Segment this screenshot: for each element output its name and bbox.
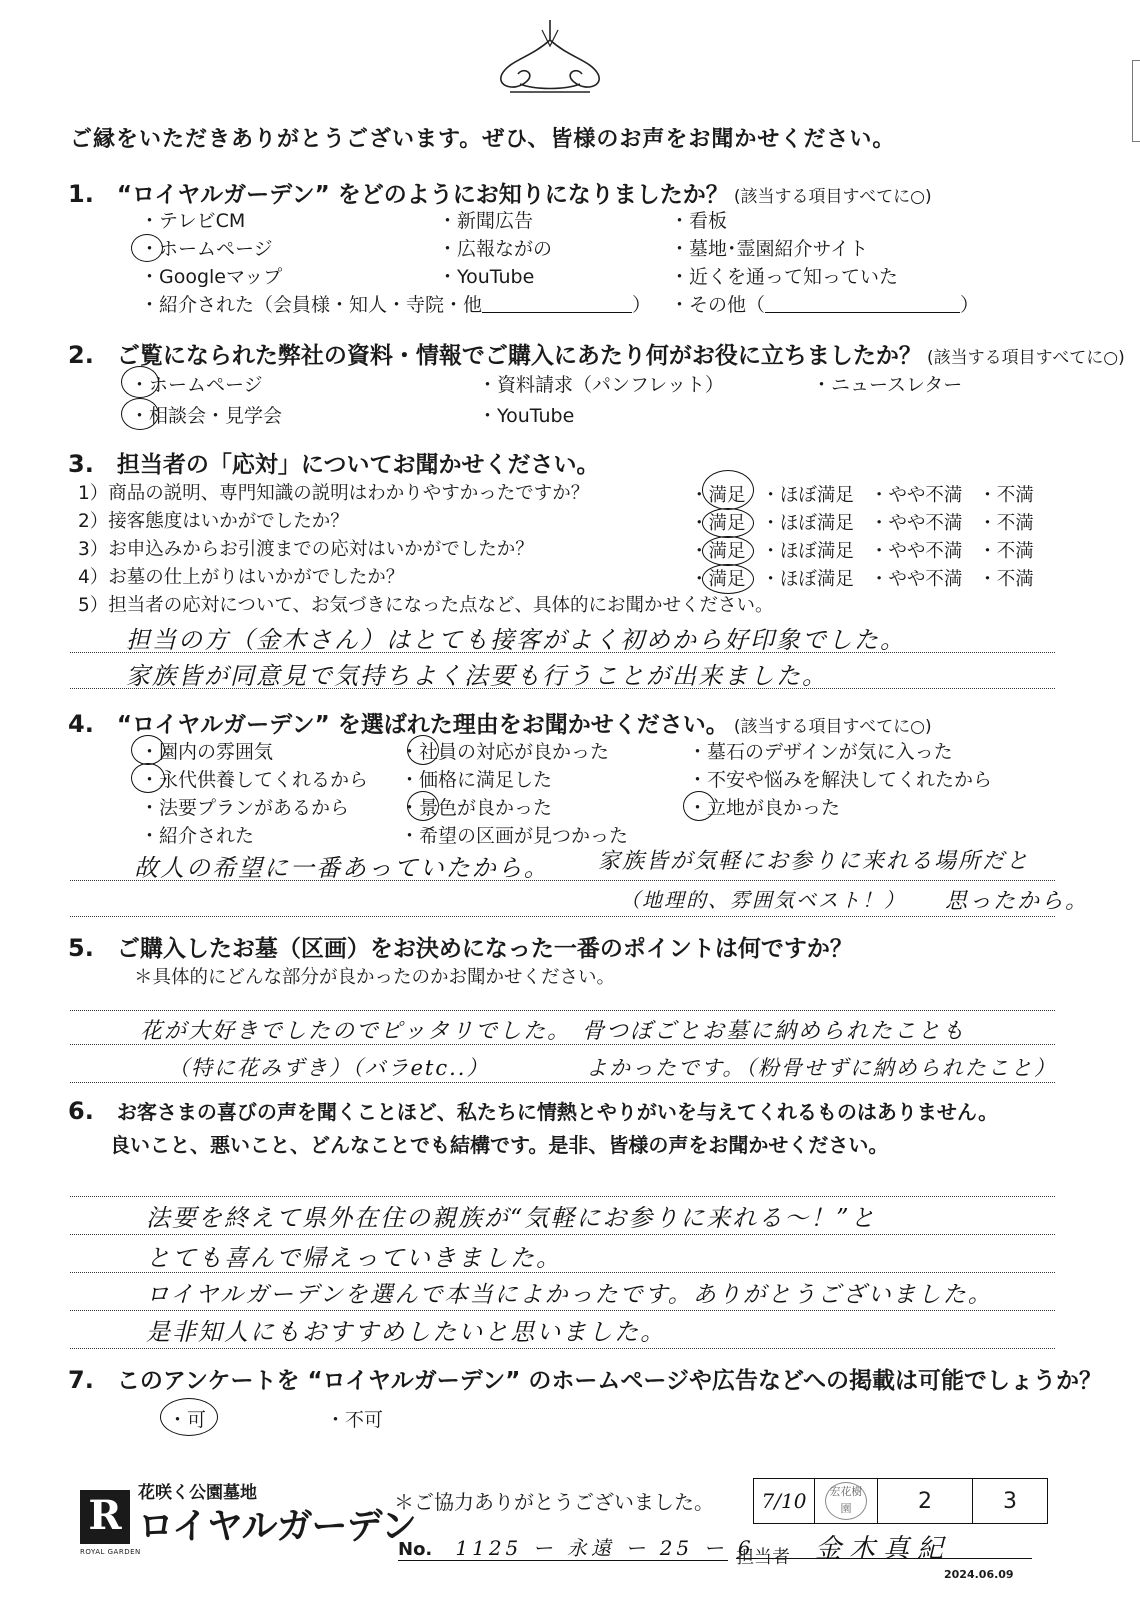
selection-circle xyxy=(407,791,439,821)
rating-dissatisfied[interactable]: ・不満 xyxy=(978,569,1034,590)
q4-answer-line-4: 思ったから。 xyxy=(945,889,1090,914)
selection-circle xyxy=(121,398,159,430)
q2-option-youtube[interactable]: ・YouTube xyxy=(478,405,575,427)
rating-somewhat[interactable]: ・やや不満 xyxy=(869,569,963,590)
q3-item-1: 1）商品の説明、専門知識の説明はわかりやすかったですか？ xyxy=(78,483,590,504)
rating-dissatisfied[interactable]: ・不満 xyxy=(978,485,1034,506)
q7-option-no[interactable]: ・不可 xyxy=(326,1409,384,1431)
selection-circle xyxy=(131,735,165,765)
q5-heading: 5. ご購入したお墓（区画）をお決めになった一番のポイントは何ですか？ xyxy=(68,934,853,962)
q1-option-homepage[interactable]: ・ホームページ xyxy=(140,238,273,260)
selection-circle xyxy=(131,234,163,262)
q3-item-3: 3）お申込みからお引渡までの応対はいかがでしたか？ xyxy=(78,539,534,560)
selection-circle xyxy=(131,763,165,793)
q1-option-tv[interactable]: ・テレビCM xyxy=(140,210,246,232)
q1-option-other[interactable]: ・その他（ ） xyxy=(670,294,980,316)
selection-circle xyxy=(702,470,754,510)
q3-answer-line-1: 担当の方（金木さん）はとても接客がよく初めから好印象でした。 xyxy=(126,626,906,654)
brand-name: ロイヤルガーデン xyxy=(138,1506,416,1547)
answer-line xyxy=(70,1010,1055,1011)
q7-option-yes[interactable]: ・可 xyxy=(168,1409,207,1431)
rating-mostly[interactable]: ・ほぼ満足 xyxy=(761,541,854,562)
brand-tagline: 花咲く公園墓地 xyxy=(138,1483,257,1503)
q1-option-newspaper[interactable]: ・新聞広告 xyxy=(438,210,534,232)
q3-heading: 3. 担当者の「応対」についてお聞かせください。 xyxy=(68,450,600,478)
q1-option-referral[interactable]: ・紹介された（会員様・知人・寺院・他 ） xyxy=(140,294,652,316)
selection-circle xyxy=(702,564,754,594)
selection-circle xyxy=(160,1398,218,1436)
rating-mostly[interactable]: ・ほぼ満足 xyxy=(761,485,854,506)
selection-circle xyxy=(702,508,754,538)
q7-heading: 7. このアンケートを “ロイヤルガーデン” のホームページや広告などへの掲載は可能でしょうか？ xyxy=(68,1366,1103,1394)
q2-option-homepage[interactable]: ・ホームページ xyxy=(130,374,263,396)
q1-option-nearby[interactable]: ・近くを通って知っていた xyxy=(670,266,899,288)
q2-option-pamphlet[interactable]: ・資料請求（パンフレット） xyxy=(478,374,725,396)
staff-field: 担当者 金木真紀 xyxy=(736,1528,1032,1559)
rating-satisfied[interactable]: ・満足 xyxy=(690,569,746,590)
rating-satisfied[interactable]: ・満足 xyxy=(690,485,746,506)
q5-answer-line-4: よかったです。（粉骨せずに納められたこと） xyxy=(586,1056,1057,1080)
edge-mark xyxy=(1132,60,1140,142)
rating-mostly[interactable]: ・ほぼ満足 xyxy=(761,569,854,590)
q2-option-newsletter[interactable]: ・ニュースレター xyxy=(812,374,963,396)
ornament-icon xyxy=(480,18,620,98)
answer-line xyxy=(70,1196,1055,1197)
rating-somewhat[interactable]: ・やや不満 xyxy=(869,513,963,534)
rating-dissatisfied[interactable]: ・不満 xyxy=(978,513,1034,534)
q1-option-site[interactable]: ・墓地･霊園紹介サイト xyxy=(670,238,869,260)
q3-item-5: 5）担当者の応対について、お気づきになった点など、具体的にお聞かせください。 xyxy=(78,595,774,616)
count-cell-2: 2 xyxy=(878,1479,973,1524)
number-field: No. 1125 ー 永遠 ー 25 ー 6 xyxy=(398,1532,728,1561)
answer-line xyxy=(70,1348,1055,1349)
q4-option-price[interactable]: ・価格に満足した xyxy=(400,769,553,791)
q5-answer-line-2: 骨つぼごとお墓に納められたことも xyxy=(582,1019,967,1044)
rating-somewhat[interactable]: ・やや不満 xyxy=(869,541,963,562)
seal-stamp: 宏花樹園 xyxy=(825,1482,867,1520)
q5-answer-line-3: （特に花みずき）（バラetc..） xyxy=(168,1056,490,1080)
thanks-text: ＊ご協力ありがとうございました。 xyxy=(394,1490,714,1514)
royal-garden-logo-mark: R xyxy=(80,1490,130,1544)
q1-option-googlemap[interactable]: ・Googleマップ xyxy=(140,266,283,288)
rating-satisfied[interactable]: ・満足 xyxy=(690,513,746,534)
answer-line xyxy=(70,1234,1055,1235)
date-cell: 7/10 xyxy=(754,1479,815,1524)
q4-option-atmosphere[interactable]: ・園内の雰囲気 xyxy=(140,741,274,763)
q4-answer-line-1: 故人の希望に一番あっていたから。 xyxy=(134,854,550,882)
q5-sub: ＊具体的にどんな部分が良かったのかお聞かせください。 xyxy=(134,967,616,988)
q6-answer-line-3: ロイヤルガーデンを選んで本当によかったです。ありがとうございました。 xyxy=(146,1282,993,1308)
q4-option-staff[interactable]: ・社員の対応が良かった xyxy=(400,741,610,763)
q4-option-location[interactable]: ・立地が良かった xyxy=(688,797,841,819)
q6-subheading: 良いこと、悪いこと、どんなことでも結構です。是非、皆様の声をお聞かせください。 xyxy=(110,1133,889,1157)
q2-heading: 2. ご覧になられた弊社の資料・情報でご購入にあたり何がお役に立ちましたか？ (該当する項目すべてに○) xyxy=(68,341,1125,369)
answer-line xyxy=(70,1310,1055,1311)
q4-option-scenery[interactable]: ・景色が良かった xyxy=(400,797,553,819)
q1-option-signboard[interactable]: ・看板 xyxy=(670,210,728,232)
selection-circle xyxy=(407,735,439,765)
selection-circle xyxy=(121,366,159,398)
q3-item-4: 4）お墓の仕上がりはいかがでしたか？ xyxy=(78,567,405,588)
q4-answer-line-3: （地理的、雰囲気ベスト！） xyxy=(620,888,906,912)
answer-line xyxy=(70,916,1055,917)
q1-option-kouhou[interactable]: ・広報ながの xyxy=(438,238,553,260)
q2-option-consult[interactable]: ・相談会・見学会 xyxy=(130,405,283,427)
intro-text: ご縁をいただきありがとうございます。ぜひ、皆様のお声をお聞かせください。 xyxy=(70,127,896,152)
answer-line xyxy=(70,1082,1055,1083)
count-cell-3: 3 xyxy=(973,1479,1048,1524)
q6-answer-line-2: とても喜んで帰えっていきました。 xyxy=(146,1244,562,1272)
q4-option-memorial[interactable]: ・法要プランがあるから xyxy=(140,797,350,819)
stamp-table xyxy=(753,1478,1048,1524)
q4-option-referral[interactable]: ・紹介された xyxy=(140,825,255,847)
q6-heading: 6. お客さまの喜びの声を聞くことほど、私たちに情熱とやりがいを与えてくれるものはありません。 xyxy=(68,1097,999,1125)
seal-cell xyxy=(815,1479,878,1524)
q4-option-worries[interactable]: ・不安や悩みを解決してくれたから xyxy=(688,769,993,791)
q4-heading: 4. “ロイヤルガーデン” を選ばれた理由をお聞かせください。 (該当する項目すべてに○) xyxy=(68,710,932,738)
rating-somewhat[interactable]: ・やや不満 xyxy=(869,485,963,506)
q4-option-plot[interactable]: ・希望の区画が見つかった xyxy=(400,825,629,847)
selection-circle xyxy=(683,791,715,821)
q3-answer-line-2: 家族皆が同意見で気持ちよく法要も行うことが出来ました。 xyxy=(126,662,828,690)
q5-answer-line-1: 花が大好きでしたのでピッタリでした。 xyxy=(140,1019,572,1044)
q1-option-youtube[interactable]: ・YouTube xyxy=(438,266,535,288)
brand-en: ROYAL GARDEN xyxy=(80,1548,141,1556)
q1-heading: 1. “ロイヤルガーデン” をどのようにお知りになりましたか？ (該当する項目すべてに○) xyxy=(68,180,932,208)
print-date: 2024.06.09 xyxy=(944,1568,1014,1581)
rating-mostly[interactable]: ・ほぼ満足 xyxy=(761,513,854,534)
q3-item-2: 2）接客態度はいかがでしたか？ xyxy=(78,511,349,532)
q6-answer-line-4: 是非知人にもおすすめしたいと思いました。 xyxy=(146,1318,667,1346)
q4-option-design[interactable]: ・墓石のデザインが気に入った xyxy=(688,741,953,763)
q4-answer-line-2: 家族皆が気軽にお参りに来れる場所だと xyxy=(598,849,1031,874)
selection-circle xyxy=(702,536,754,566)
q6-answer-line-1: 法要を終えて県外在住の親族が“気軽にお参りに来れる〜！”と xyxy=(146,1204,877,1232)
q4-option-perpetual[interactable]: ・永代供養してくれるから xyxy=(140,769,369,791)
rating-satisfied[interactable]: ・満足 xyxy=(690,541,746,562)
rating-dissatisfied[interactable]: ・不満 xyxy=(978,541,1034,562)
